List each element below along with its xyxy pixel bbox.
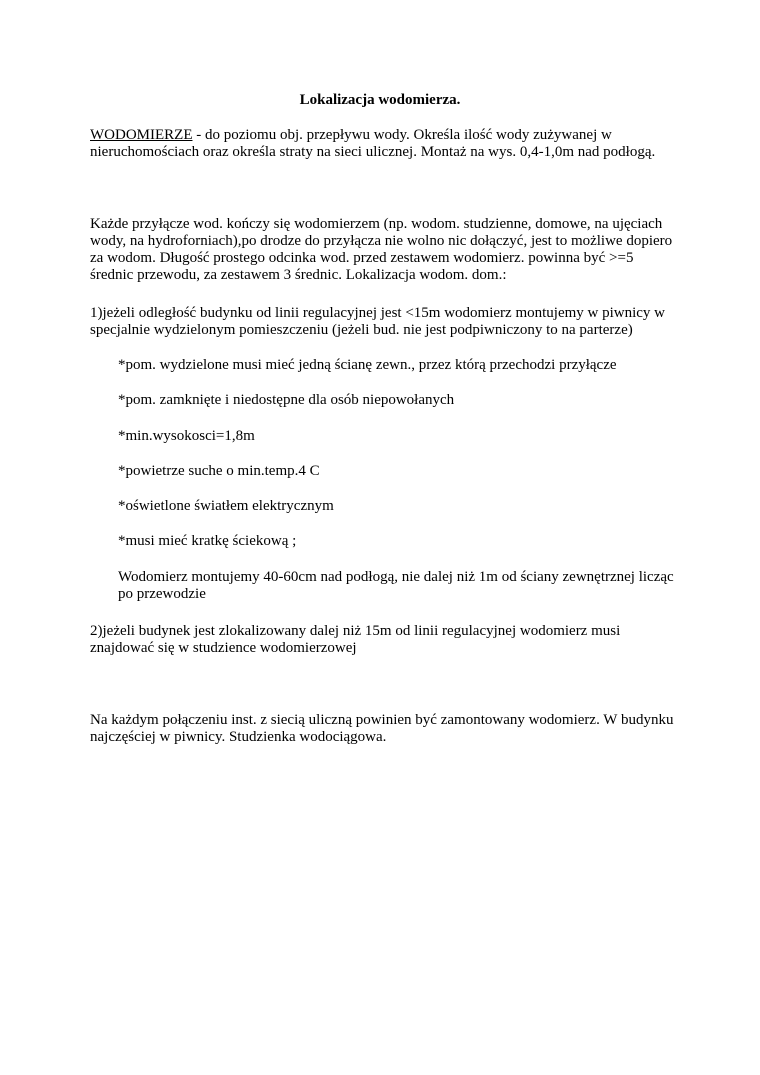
mounting-note: Wodomierz montujemy 40-60cm nad podłogą, nie dalej niż 1m od ściany zewnętrznej licząc po przewodzie (118, 569, 674, 602)
intro-paragraph (90, 127, 680, 161)
requirement-item: *pom. wydzielone musi mieć jedną ścianę zewn., przez którą przechodzi przyłącze (118, 357, 617, 373)
requirement-item: *pom. zamknięte i niedostępne dla osób niepowołanych (118, 392, 455, 408)
requirement-item: *powietrze suche o min.temp.4 C (118, 463, 320, 479)
requirement-item: *min.wysokosci=1,8m (118, 428, 255, 444)
intro-text: - do poziomu obj. przepływu wody. Określa ilość wody zużywanej w nieruchomościach oraz określa straty na sieci ulicznej. Montaż na wys. 0,4-1,0m nad podłogą. (90, 127, 656, 160)
intro-term: WODOMIERZE (90, 127, 193, 143)
case-2-paragraph: 2)jeżeli budynek jest zlokalizowany dalej niż 15m od linii regulacyjnej wodomierz musi znajdować się w studzience wodomierzowej (90, 623, 621, 656)
requirement-item: *musi mieć kratkę ściekową ; (118, 533, 297, 549)
case-1-paragraph: 1)jeżeli odległość budynku od linii regulacyjnej jest <15m wodomierz montujemy w piwnicy w specjalnie wydzielonym pomieszczeniu (jeżeli bud. nie jest podpiwniczony to na parterze) (90, 305, 666, 338)
document-title: Lokalizacja wodomierza. (299, 92, 461, 108)
requirement-item: *oświetlone światłem elektrycznym (118, 498, 334, 514)
connection-paragraph: Każde przyłącze wod. kończy się wodomierzem (np. wodom. studzienne, domowe, na ujęciach wody, na hydroforniach),po drodze do przyłącza nie wolno nic dołączyć, jest to możliwe dopiero za wodom. Długość prostego odcinka wod. przed zestawem wodomierz. powinna być >=5 średnic przewodu, za zestawem 3 średnic. Lokalizacja wodom. dom.: (90, 216, 673, 283)
closing-paragraph: Na każdym połączeniu inst. z siecią uliczną powinien być zamontowany wodomierz. W budynku najczęściej w piwnicy. Studzienka wodociągowa. (90, 712, 674, 745)
